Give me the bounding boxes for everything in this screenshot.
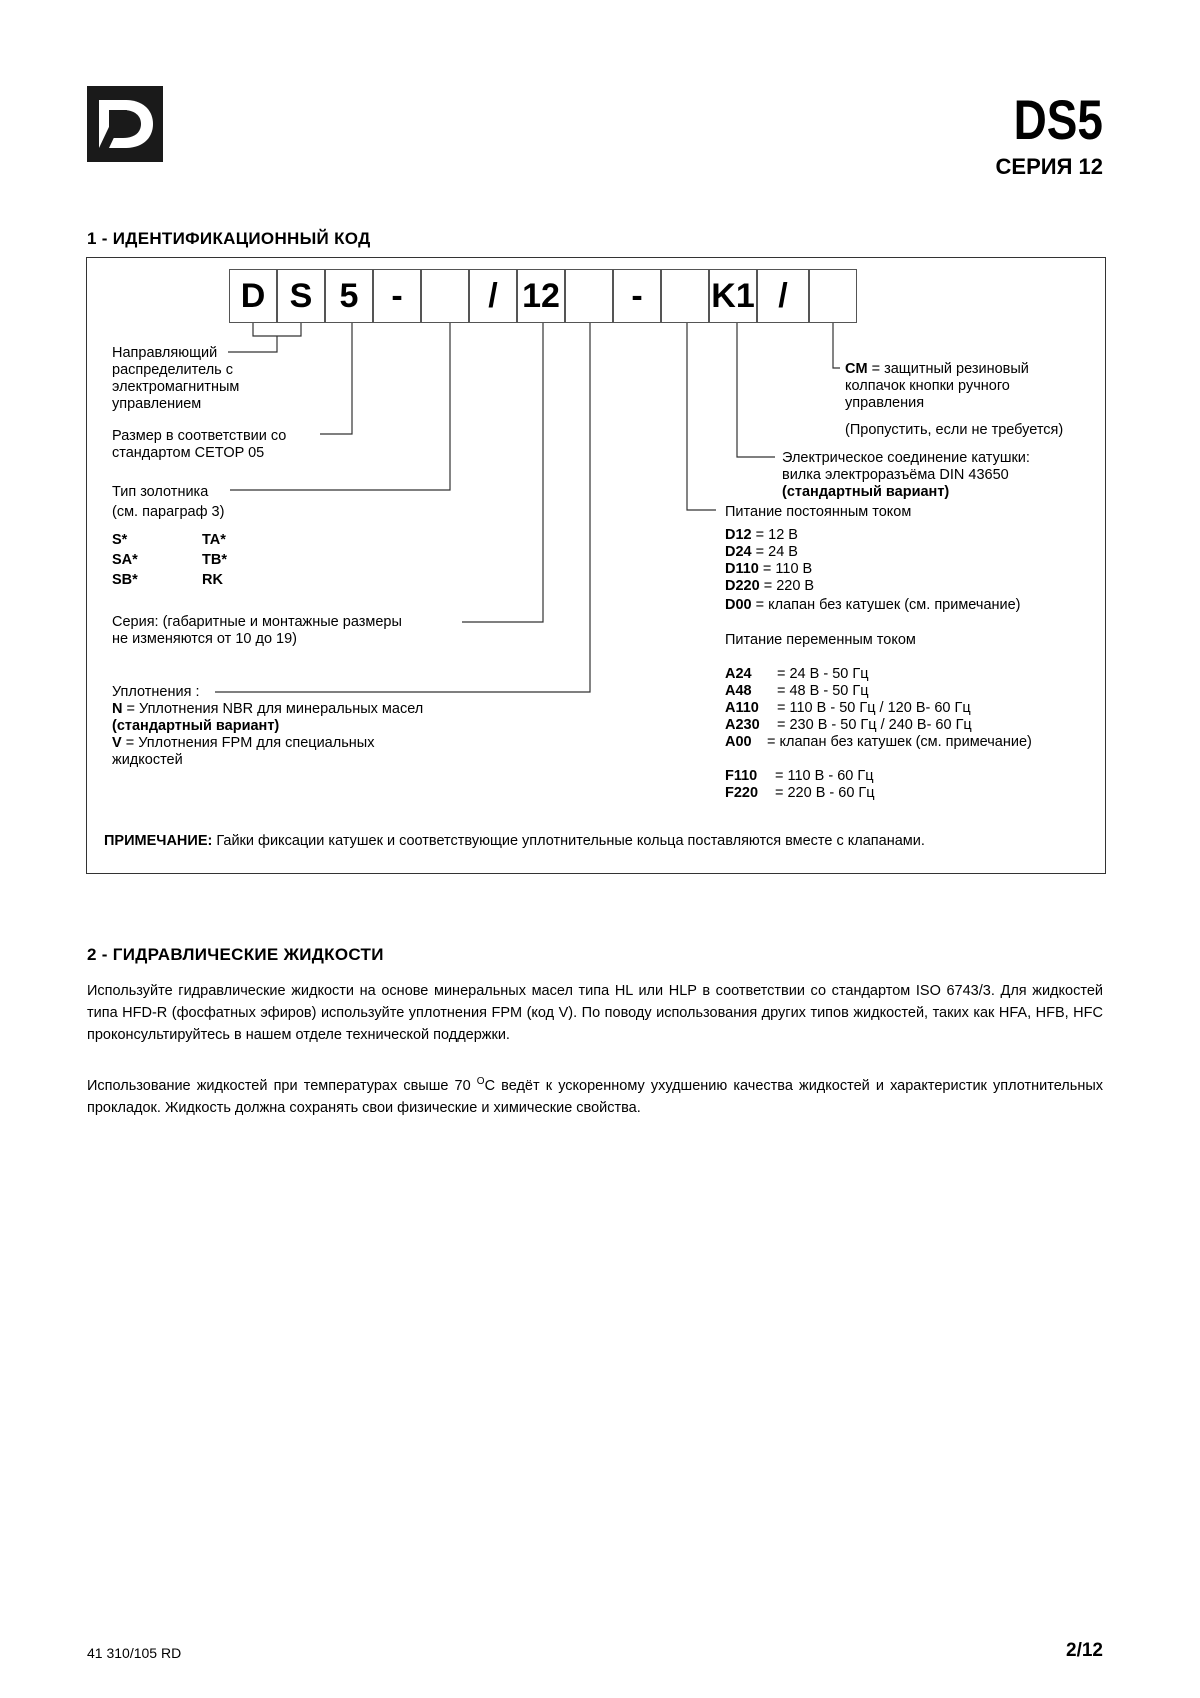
code-box-5: [421, 269, 469, 323]
series-description: Серия: (габаритные и монтажные размеры не изменяются от 10 до 19): [112, 614, 402, 647]
dc-title: Питание постоянным током: [725, 504, 912, 520]
code-box-3: 5: [325, 269, 373, 323]
f-voltage-list: F110 = 110 В - 60 Гц F220 = 220 В - 60 Гц: [725, 768, 875, 801]
spool-type-title: Тип золотника (см. параграф 3): [112, 484, 225, 520]
dc-voltage-list: D12 = 12 В D24 = 24 В D110 = 110 В D220 = 220 В D00 = клапан без катушек (см. примечание): [725, 527, 1021, 613]
document-number: 41 310/105 RD: [87, 1645, 182, 1661]
fluids-paragraph-2: Использование жидкостей при температурах свыше 70 $^O$C ведёт к ускоренному ухудшению качества жидкостей и характеристик уплотнительных прокладок. Жидкость должна сохранять свои физические и химические свойства.: [87, 1076, 1103, 1116]
valve-description: Направляющий распределитель с электромагнитным управлением: [112, 345, 240, 412]
code-box-11: K1: [709, 269, 757, 323]
size-description: Размер в соответствии со стандартом CETOP 05: [112, 428, 287, 461]
code-box-2: S: [277, 269, 325, 323]
page-number: 2/12: [1066, 1640, 1103, 1661]
code-box-9: -: [613, 269, 661, 323]
code-box-10: [661, 269, 709, 323]
coil-connection: Электрическое соединение катушки: вилка электроразъёма DIN 43650 (стандартный вариант): [782, 450, 1030, 500]
spool-list-col1: S* SA* SB*: [112, 532, 138, 588]
series-subtitle: СЕРИЯ 12: [995, 154, 1103, 179]
cm-omit-note: (Пропустить, если не требуется): [845, 422, 1064, 438]
code-box-12: /: [757, 269, 809, 323]
code-box-6: /: [469, 269, 517, 323]
ac-voltage-list: A24 = 24 В - 50 Гц A48 = 48 В - 50 Гц A110 = 110 В - 50 Гц / 120 В- 60 Гц A230 = 230 В - 50 Гц / 240 В- 60 Гц A00 = клапан без катушек (см. примечание): [725, 666, 1032, 750]
spool-list-col2: TA* TB* RK: [202, 532, 227, 588]
code-box-8: [565, 269, 613, 323]
model-title: DS5: [1013, 88, 1103, 151]
code-box-13: [809, 269, 857, 323]
fluids-paragraph-1: Используйте гидравлические жидкости на основе минеральных масел типа HL или HLP в соответствии со стандартом ISO 6743/3. Для жидкостей типа HFD-R (фосфатных эфиров) используйте уплотнения FPM (код V). По поводу использования других типов жидкостей, таких как HFA, HFB, HFC проконсультируйтесь в нашем отделе технической поддержки.: [87, 983, 1103, 1043]
seals-description: Уплотнения : N = Уплотнения NBR для минеральных масел (стандартный вариант) V = Уплотнения FPM для специальных жидкостей: [112, 684, 424, 768]
danfoss-d-logo-icon: [87, 86, 163, 162]
code-box-1: D: [229, 269, 277, 323]
ac-title: Питание переменным током: [725, 632, 916, 648]
section-2-title: 2 - ГИДРАВЛИЧЕСКИЕ ЖИДКОСТИ: [87, 945, 384, 964]
cm-option: CM = защитный резиновый колпачок кнопки ручного управления: [845, 361, 1029, 411]
code-box-4: -: [373, 269, 421, 323]
section-1-note: ПРИМЕЧАНИЕ: Гайки фиксации катушек и соответствующие уплотнительные кольца поставляются вместе с клапанами.: [104, 833, 925, 849]
code-box-7: 12: [517, 269, 565, 323]
section-1-title: 1 - ИДЕНТИФИКАЦИОННЫЙ КОД: [87, 229, 371, 248]
